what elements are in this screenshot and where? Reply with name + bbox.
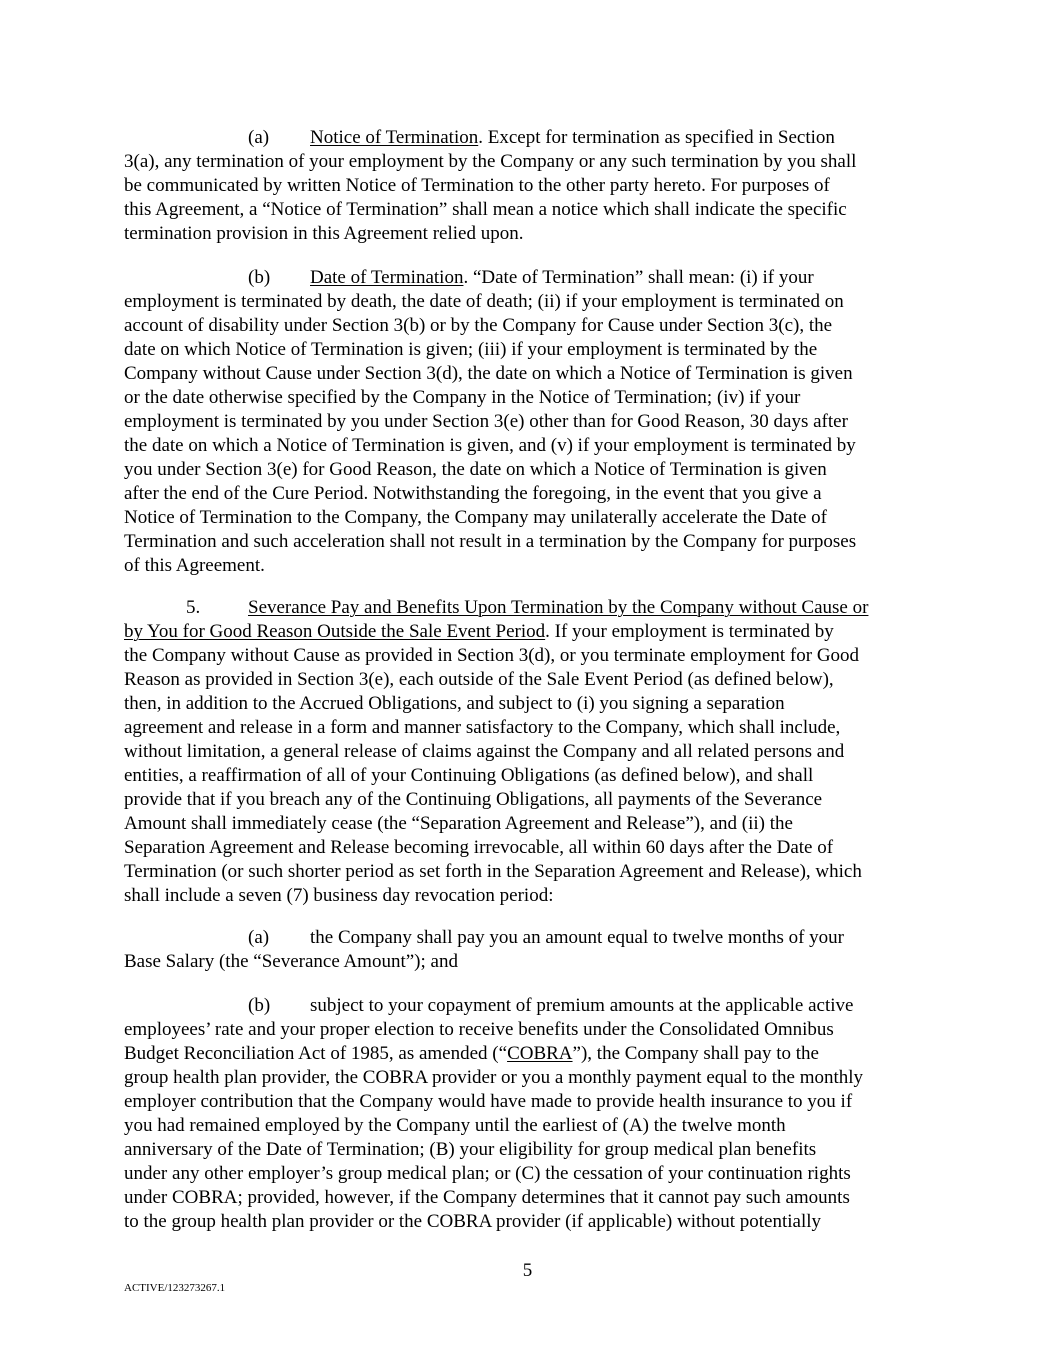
paragraph-line: Termination (or such shorter period as set forth in the Separation Agreement and Release), which [124,861,862,882]
paragraph-line: after the end of the Cure Period. Notwithstanding the foregoing, in the event that you give a [124,483,822,504]
paragraph-first-line [124,926,944,950]
paragraph-line: then, in addition to the Accrued Obligations, and subject to (i) you signing a separation [124,693,785,714]
paragraph-text: . Except for termination as specified in Section [478,127,835,148]
paragraph-first-line [124,266,944,290]
paragraph-line: under COBRA; provided, however, if the Company determines that it cannot pay such amounts [124,1187,850,1208]
paragraph-line: group health plan provider, the COBRA provider or you a monthly payment equal to the monthly [124,1067,864,1088]
paragraph-line: termination provision in this Agreement relied upon. [124,223,524,244]
paragraph-line: without limitation, a general release of claims against the Company and all related persons and [124,741,845,762]
paragraph-line: 3(a), any termination of your employment by the Company or any such termination by you shall [124,151,857,172]
paragraph-line: be communicated by written Notice of Termination to the other party hereto. For purposes of [124,175,830,196]
paragraph-first-line [124,126,944,150]
paragraph-line: to the group health plan provider or the COBRA provider (if applicable) without potentially [124,1211,822,1232]
paragraph-line: provide that if you breach any of the Continuing Obligations, all payments of the Severance [124,789,823,810]
paragraph-line: employer contribution that the Company would have made to provide health insurance to you if [124,1091,853,1112]
paragraph-line: you under Section 3(e) for Good Reason, the date on which a Notice of Termination is given [124,459,827,480]
paragraph-line: Amount shall immediately cease (the “Separation Agreement and Release”), and (ii) the [124,813,793,834]
paragraph-text: . “Date of Termination” shall mean: (i) if your [463,267,814,288]
section-heading-line [124,620,944,644]
section-number: 5. [186,597,201,618]
paragraph-text: subject to your copayment of premium amounts at the applicable active [310,995,854,1016]
paragraph-first-line [124,994,944,1018]
paragraph-line: shall include a seven (7) business day revocation period: [124,885,554,906]
paragraph-text: the Company shall pay you an amount equal to twelve months of your [310,927,845,948]
paragraph-line: you had remained employed by the Company until the earliest of (A) the twelve month [124,1115,786,1136]
paragraph-line: this Agreement, a “Notice of Termination” shall mean a notice which shall indicate the specific [124,199,847,220]
section-heading-line [124,596,944,620]
paragraph-marker: (b) [248,267,271,288]
paragraph-line: the Company without Cause as provided in Section 3(d), or you terminate employment for Good [124,645,860,666]
paragraph-line: agreement and release in a form and manner satisfactory to the Company, which shall include, [124,717,841,738]
paragraph-text: ”), the Company shall pay to the [572,1043,819,1064]
paragraph-line: Separation Agreement and Release becoming irrevocable, all within 60 days after the Date of [124,837,834,858]
paragraph-line: Termination and such acceleration shall not result in a termination by the Company for purposes [124,531,857,552]
paragraph-line: entities, a reaffirmation of all of your Continuing Obligations (as defined below), and shall [124,765,814,786]
section-heading: Notice of Termination [310,127,479,148]
page-number: 5 [522,1260,533,1281]
paragraph-line: Reason as provided in Section 3(e), each outside of the Sale Event Period (as defined below), [124,669,834,690]
paragraph-line: Notice of Termination to the Company, the Company may unilaterally accelerate the Date of [124,507,828,528]
paragraph-text: Budget Reconciliation Act of 1985, as amended (“ [124,1043,508,1064]
paragraph-line: anniversary of the Date of Termination; (B) your eligibility for group medical plan benefits [124,1139,817,1160]
paragraph-line: employment is terminated by death, the date of death; (ii) if your employment is terminated on [124,291,844,312]
section-heading-continued: by You for Good Reason Outside the Sale Event Period [124,621,546,642]
paragraph-line: Base Salary (the “Severance Amount”); and [124,951,458,972]
paragraph-line: of this Agreement. [124,555,265,576]
paragraph-line: date on which Notice of Termination is given; (iii) if your employment is terminated by the [124,339,818,360]
paragraph-line: Company without Cause under Section 3(d), the date on which a Notice of Termination is given [124,363,853,384]
paragraph-line: account of disability under Section 3(b) or by the Company for Cause under Section 3(c), the [124,315,833,336]
document-id: ACTIVE/123273267.1 [124,1282,226,1294]
section-heading: Severance Pay and Benefits Upon Termination by the Company without Cause or [248,597,869,618]
paragraph-line: the date on which a Notice of Termination is given, and (v) if your employment is terminated by [124,435,856,456]
paragraph-marker: (b) [248,995,271,1016]
paragraph-marker: (a) [248,927,270,948]
defined-term-cobra: COBRA [507,1043,573,1064]
paragraph-marker: (a) [248,127,270,148]
section-heading: Date of Termination [310,267,464,288]
paragraph-line: under any other employer’s group medical plan; or (C) the cessation of your continuation rights [124,1163,851,1184]
paragraph-line: employees’ rate and your proper election to receive benefits under the Consolidated Omnibus [124,1019,834,1040]
paragraph-line: or the date otherwise specified by the Company in the Notice of Termination; (iv) if your [124,387,801,408]
paragraph-text: . If your employment is terminated by [545,621,834,642]
paragraph-line [124,1042,944,1066]
paragraph-line: employment is terminated by you under Section 3(e) other than for Good Reason, 30 days after [124,411,848,432]
